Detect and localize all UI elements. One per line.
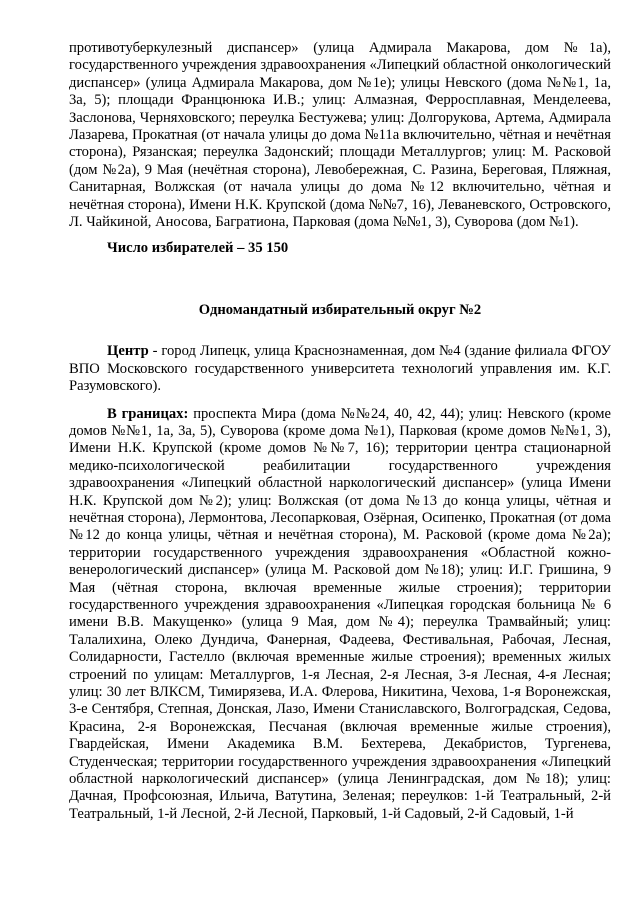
center-label: Центр [107,343,149,360]
district-center-paragraph [69,343,611,395]
borders-label: В границах: [107,405,189,422]
borders-text: проспекта Мира (дома №№24, 40, 42, 44); улиц: Невского (кроме домов №№1, 1а, 3а, 5), Суворова (кроме дома №1), Парковая (кроме домов №№1, 3), Имени Н.К. Крупской (кроме домов №№7, 16); территории центра стационарной медико-психологической реабилитации государственного учреждения здравоохранения «Липецкий областной наркологический диспансер» (улица Имени Н.К. Крупской дом №2); улиц: Волжская (от дома №13 до конца улицы, чётная и нечётная сторона), Лермонтова, Лесопарковая, Озёрная, Осипенко, Прокатная (от дома №12 до конца улицы, чётная и нечётная сторона), М. Расковой (кроме дома №2а); территории государственного учреждения здравоохранения «Областной кожно-венерологический диспансер» (улица М. Расковой дом №18); улиц: И.Г. Гришина, 9 Мая (чётная сторона, включая временные жилые строения); территории государственного учреждения здравоохранения «Липецкая городская больница № 6 имени В.В. Макущенко» (улица 9 Мая, дом №4); переулка Трамвайный; улиц: Талалихина, Олеко Дундича, Фанерная, Фадеева, Фестивальная, Рабочая, Лесная, Солидарности, Гастелло (включая временные жилые строения); временных жилых строений по улицам: Металлургов, 1-я Лесная, 2-я Лесная, 3-я Лесная, 4-я Лесная; улиц: 30 лет ВЛКСМ, Тимирязева, И.А. Флерова, Никитина, Чехова, 1-я Воронежская, 3-е Сентября, Степная, Донская, Лазо, Имени Станиславского, Волгоградская, Седова, Красина, 2-я Воронежская, Песчаная (включая временные жилые строения), Гвардейская, Имени Академика В.М. Бехтерева, Декабристов, Тургенева, Студенческая; территории государственного учреждения здравоохранения «Липецкий областной наркологический диспансер» (улица Ленинградская, дом №18); улиц: Дачная, Профсоюзная, Ильича, Ватутина, Зеленая; переулков: 1-й Театральный, 2-й Театральный, 1-й Лесной, 2-й Лесной, Парковый, 1-й Садовый, 2-й Садовый, 1-й [69,405,611,822]
document-page [69,40,611,823]
center-text: - город Липецк, улица Краснознаменная, дом №4 (здание филиала ФГОУ ВПО Московского государственного университета технологий управления им. К.Г. Разумовского). [69,343,611,395]
district-title: Одномандатный избирательный округ №2 [198,301,482,318]
district-borders-paragraph [69,406,611,824]
district-1-borders-continued: противотуберкулезный диспансер» (улица Адмирала Макарова, дом №1а), государственного учреждения здравоохранения «Липецкий областной онкологический диспансер» (улица Адмирала Макарова, дом №1е); улицы Невского (дома №№1, 1а, 3а, 5); площади Францюнюка И.В.; улиц: Алмазная, Ферросплавная, Менделеева, Заслонова, Черняховского; переулка Бестужева; улиц: Долгорукова, Артема, Адмирала Лазарева, Прокатная (от начала улицы до дома №11а включительно, чётная и нечётная сторона), Рязанская; переулка Задонский; площади Металлургов; улиц: М. Расковой (дом №2а), 9 Мая (нечётная сторона), Левобережная, С. Разина, Береговая, Пляжная, Санитарная, Волжская (от начала улицы до дома №12 включительно, чётная и нечётная сторона), Имени Н.К. Крупской (дома №№7, 16), Леваневского, Островского, Л. Чайкиной, Аносова, Багратиона, Парковая (дома №№1, 3), Суворова (дом №1). [69,40,611,231]
voters-count: Число избирателей – 35 150 [107,240,289,257]
